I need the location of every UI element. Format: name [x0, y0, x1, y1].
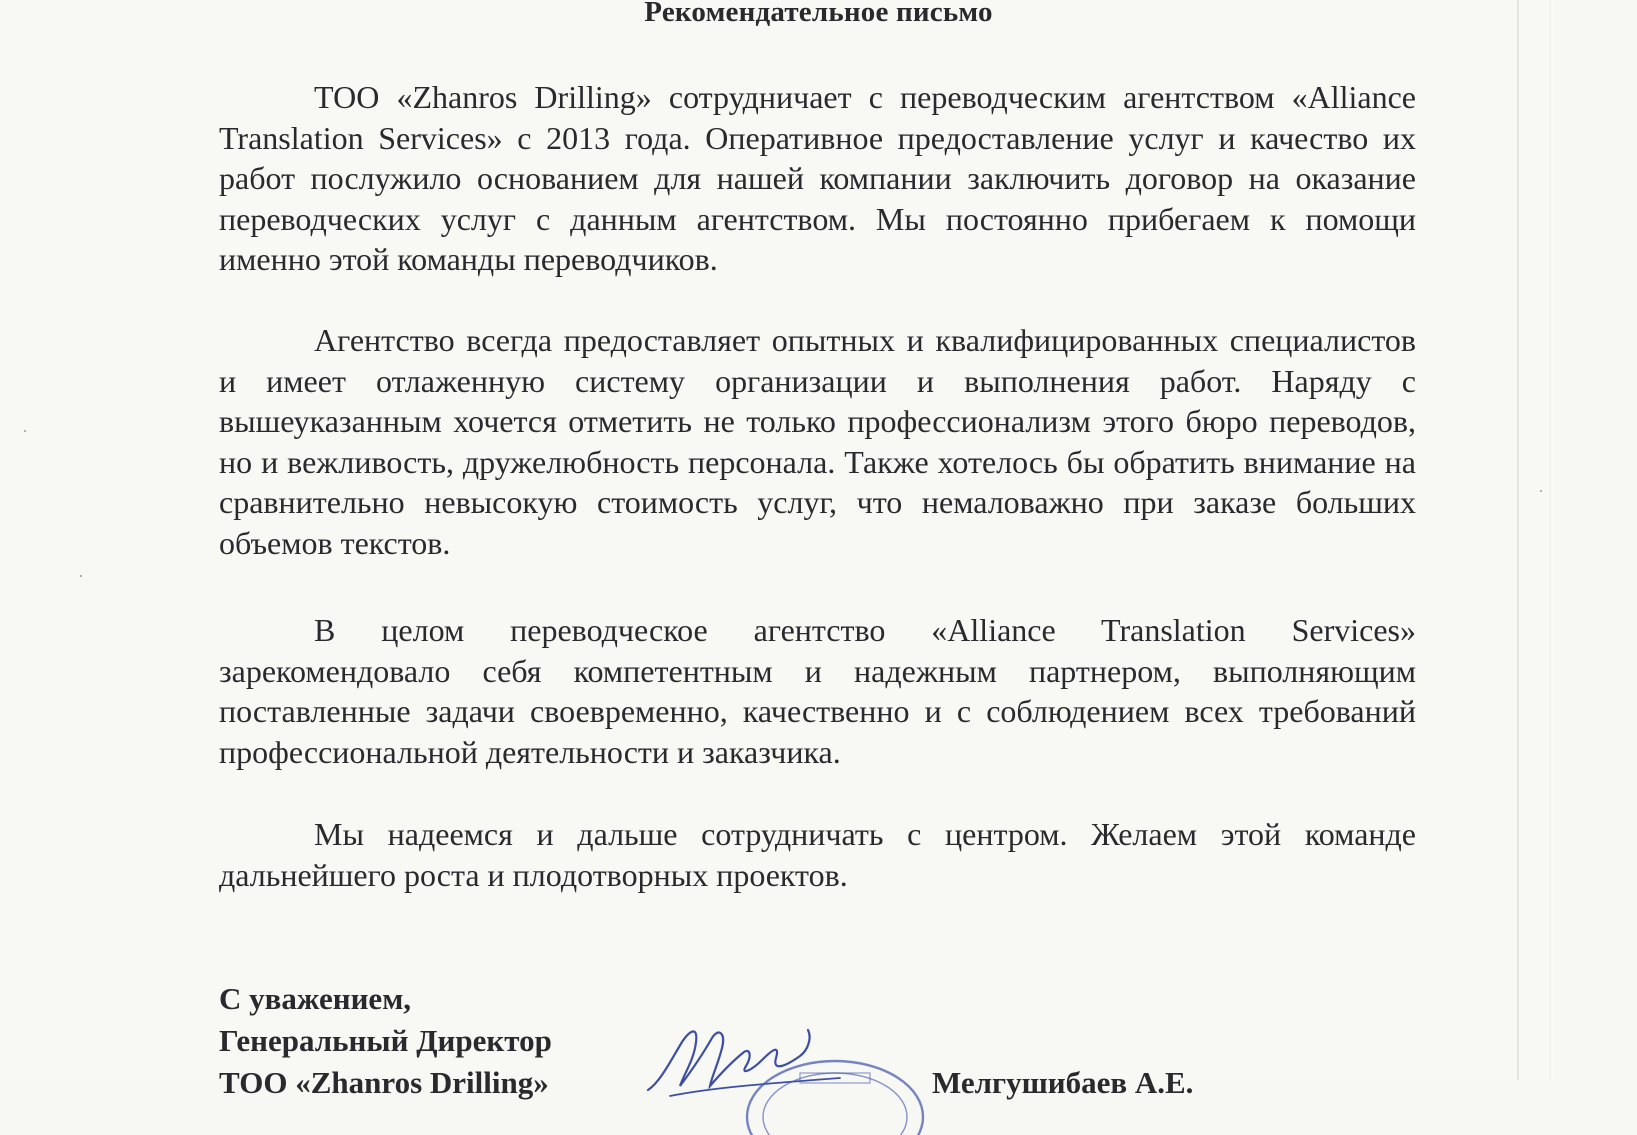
- scan-speck: [24, 430, 26, 432]
- letter-paragraph: Агентство всегда предоставляет опытных и квалифицированных специалистов и имеет отлаженную систему организации и выполнения работ. Наряду с вышеуказанным хочется отметить не только профессионализм этого бюро переводов, но и вежливость, дружелюбность персонала. Также хотелось бы обратить внимание на сравнительно невысокую стоимость услуг, что немаловажно при заказе больших объемов текстов.: [219, 322, 1416, 561]
- scan-speck: [80, 575, 82, 577]
- company-stamp: [740, 1055, 930, 1135]
- letter-paragraph: Мы надеемся и дальше сотрудничать с центром. Желаем этой команде дальнейшего роста и плодотворных проектов.: [219, 816, 1416, 893]
- closing-regards: С уважением,: [219, 981, 412, 1016]
- closing-company: ТОО «Zhanros Drilling»: [219, 1065, 549, 1100]
- page-edge-line: [1517, 0, 1519, 1080]
- signatory-name: Мелгушибаев А.Е.: [932, 1065, 1194, 1100]
- closing-position: Генеральный Директор: [219, 1023, 552, 1058]
- closing-block: [219, 978, 552, 1104]
- letter-paragraph: В целом переводческое агентство «Alliance Translation Services» зарекомендовало себя компетентным и надежным партнером, выполняющим поставленные задачи своевременно, качественно и с соблюдением всех требований профессиональной деятельности и заказчика.: [219, 612, 1416, 770]
- letter-title: Рекомендательное письмо: [644, 0, 993, 28]
- scan-speck: [1540, 490, 1542, 492]
- letter-paragraph: ТОО «Zhanros Drilling» сотрудничает с переводческим агентством «Alliance Translation Services» с 2013 года. Оперативное предоставление услуг и качество их работ послужило основанием для нашей компании заключить договор на оказание переводческих услуг с данным агентством. Мы постоянно прибегаем к помощи именно этой команды переводчиков.: [219, 79, 1416, 277]
- page-edge-line: [1550, 0, 1551, 1080]
